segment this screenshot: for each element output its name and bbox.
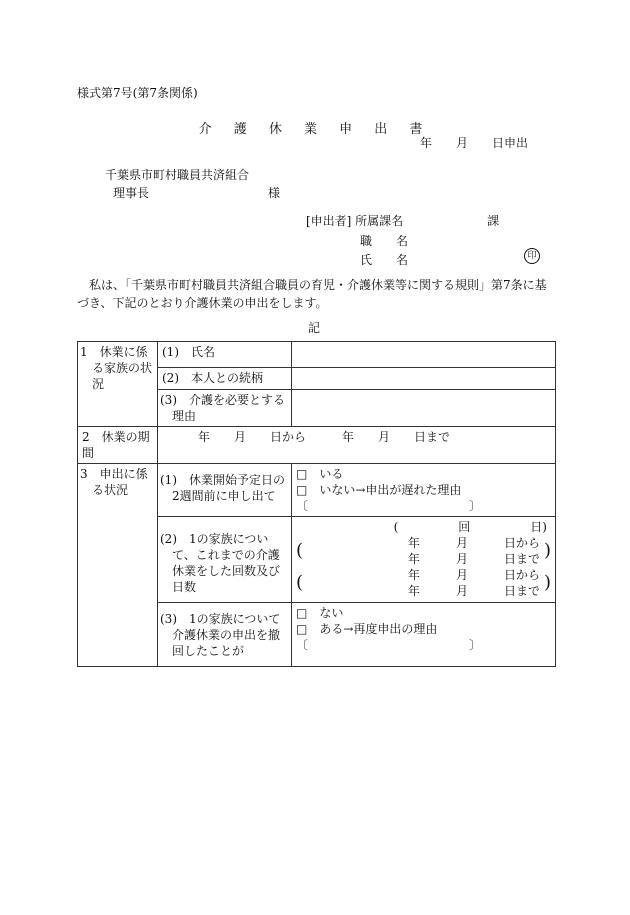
q2-period-2 xyxy=(296,567,551,599)
q2-period-1 xyxy=(296,535,551,567)
q2-count: ( 回 日) xyxy=(393,520,547,534)
q1-option-no[interactable]: □ いない→申出が遅れた理由 xyxy=(296,483,462,497)
section3-q1: (1) 休業開始予定日の2週間前に申し出て xyxy=(158,464,292,517)
section3-heading: 3 申出に係る状況 xyxy=(78,464,158,667)
section1-heading: 1 休業に係る家族の状況 xyxy=(78,342,158,427)
q2-period-2-to: 年 月 日まで xyxy=(407,584,540,598)
section3-q3-answer[interactable] xyxy=(292,603,556,667)
application-table xyxy=(77,341,556,667)
q2-period-1-from: 年 月 日から xyxy=(407,536,540,550)
ki-heading: 記 xyxy=(308,321,321,335)
section1-row-reason: (3) 介護を必要とする理由 xyxy=(158,390,292,427)
q3-reason-bracket xyxy=(296,637,551,653)
q3-option-yes[interactable]: □ ある→再度申出の理由 xyxy=(296,622,438,636)
bracket-right: 〕 xyxy=(468,638,481,652)
section1-row-name-value[interactable] xyxy=(292,342,556,368)
bracket-left: ( xyxy=(296,540,304,561)
bracket-left: 〔 xyxy=(296,638,309,652)
recipient-title: 理事長 xyxy=(113,186,150,200)
q1-reason-bracket xyxy=(296,498,551,514)
seal-icon: 印 xyxy=(524,248,540,264)
section2-period[interactable]: 年 月 日から 年 月 日まで xyxy=(158,427,556,464)
applicant-position: 職 名 xyxy=(360,234,409,248)
honorific: 様 xyxy=(268,186,281,200)
organization-name: 千葉県市町村職員共済組合 xyxy=(105,168,250,182)
section3-q3: (3) 1の家族について介護休業の申出を撤回したことが xyxy=(158,603,292,667)
section3-q2: (2) 1の家族について、これまでの介護休業をした回数及び日数 xyxy=(158,517,292,603)
q2-period-2-from: 年 月 日から xyxy=(407,568,540,582)
section3-q2-answer[interactable] xyxy=(292,517,556,603)
q1-option-yes[interactable]: □ いる xyxy=(296,467,344,481)
document-title: 介 護 休 業 申 出 書 xyxy=(198,122,432,137)
section1-row-relation: (2) 本人との続柄 xyxy=(158,368,292,390)
section2-heading: 2 休業の期間 xyxy=(78,427,158,464)
applicant-dept: [申出者] 所属課名 課 xyxy=(306,214,500,228)
section3-q1-answer[interactable] xyxy=(292,464,556,517)
bracket-left: 〔 xyxy=(296,499,309,513)
form-number: 様式第7号(第7条関係) xyxy=(77,86,198,100)
application-date: 年 月 日申出 xyxy=(420,136,529,150)
q3-option-no[interactable]: □ ない xyxy=(296,606,344,620)
section1-row-name: (1) 氏名 xyxy=(158,342,292,368)
applicant-name: 氏 名 xyxy=(360,253,409,267)
bracket-left: ( xyxy=(296,572,304,593)
bracket-right: ) xyxy=(543,540,551,561)
body-text: 私は、「千葉県市町村職員共済組合職員の育児・介護休業等に関する規則」第7条に基づき、下記のとおり介護休業の申出をします。 xyxy=(77,278,547,310)
bracket-right: 〕 xyxy=(468,499,481,513)
bracket-right: ) xyxy=(543,572,551,593)
section1-row-relation-value[interactable] xyxy=(292,368,556,390)
section1-row-reason-value[interactable] xyxy=(292,390,556,427)
q2-period-1-to: 年 月 日まで xyxy=(407,552,540,566)
